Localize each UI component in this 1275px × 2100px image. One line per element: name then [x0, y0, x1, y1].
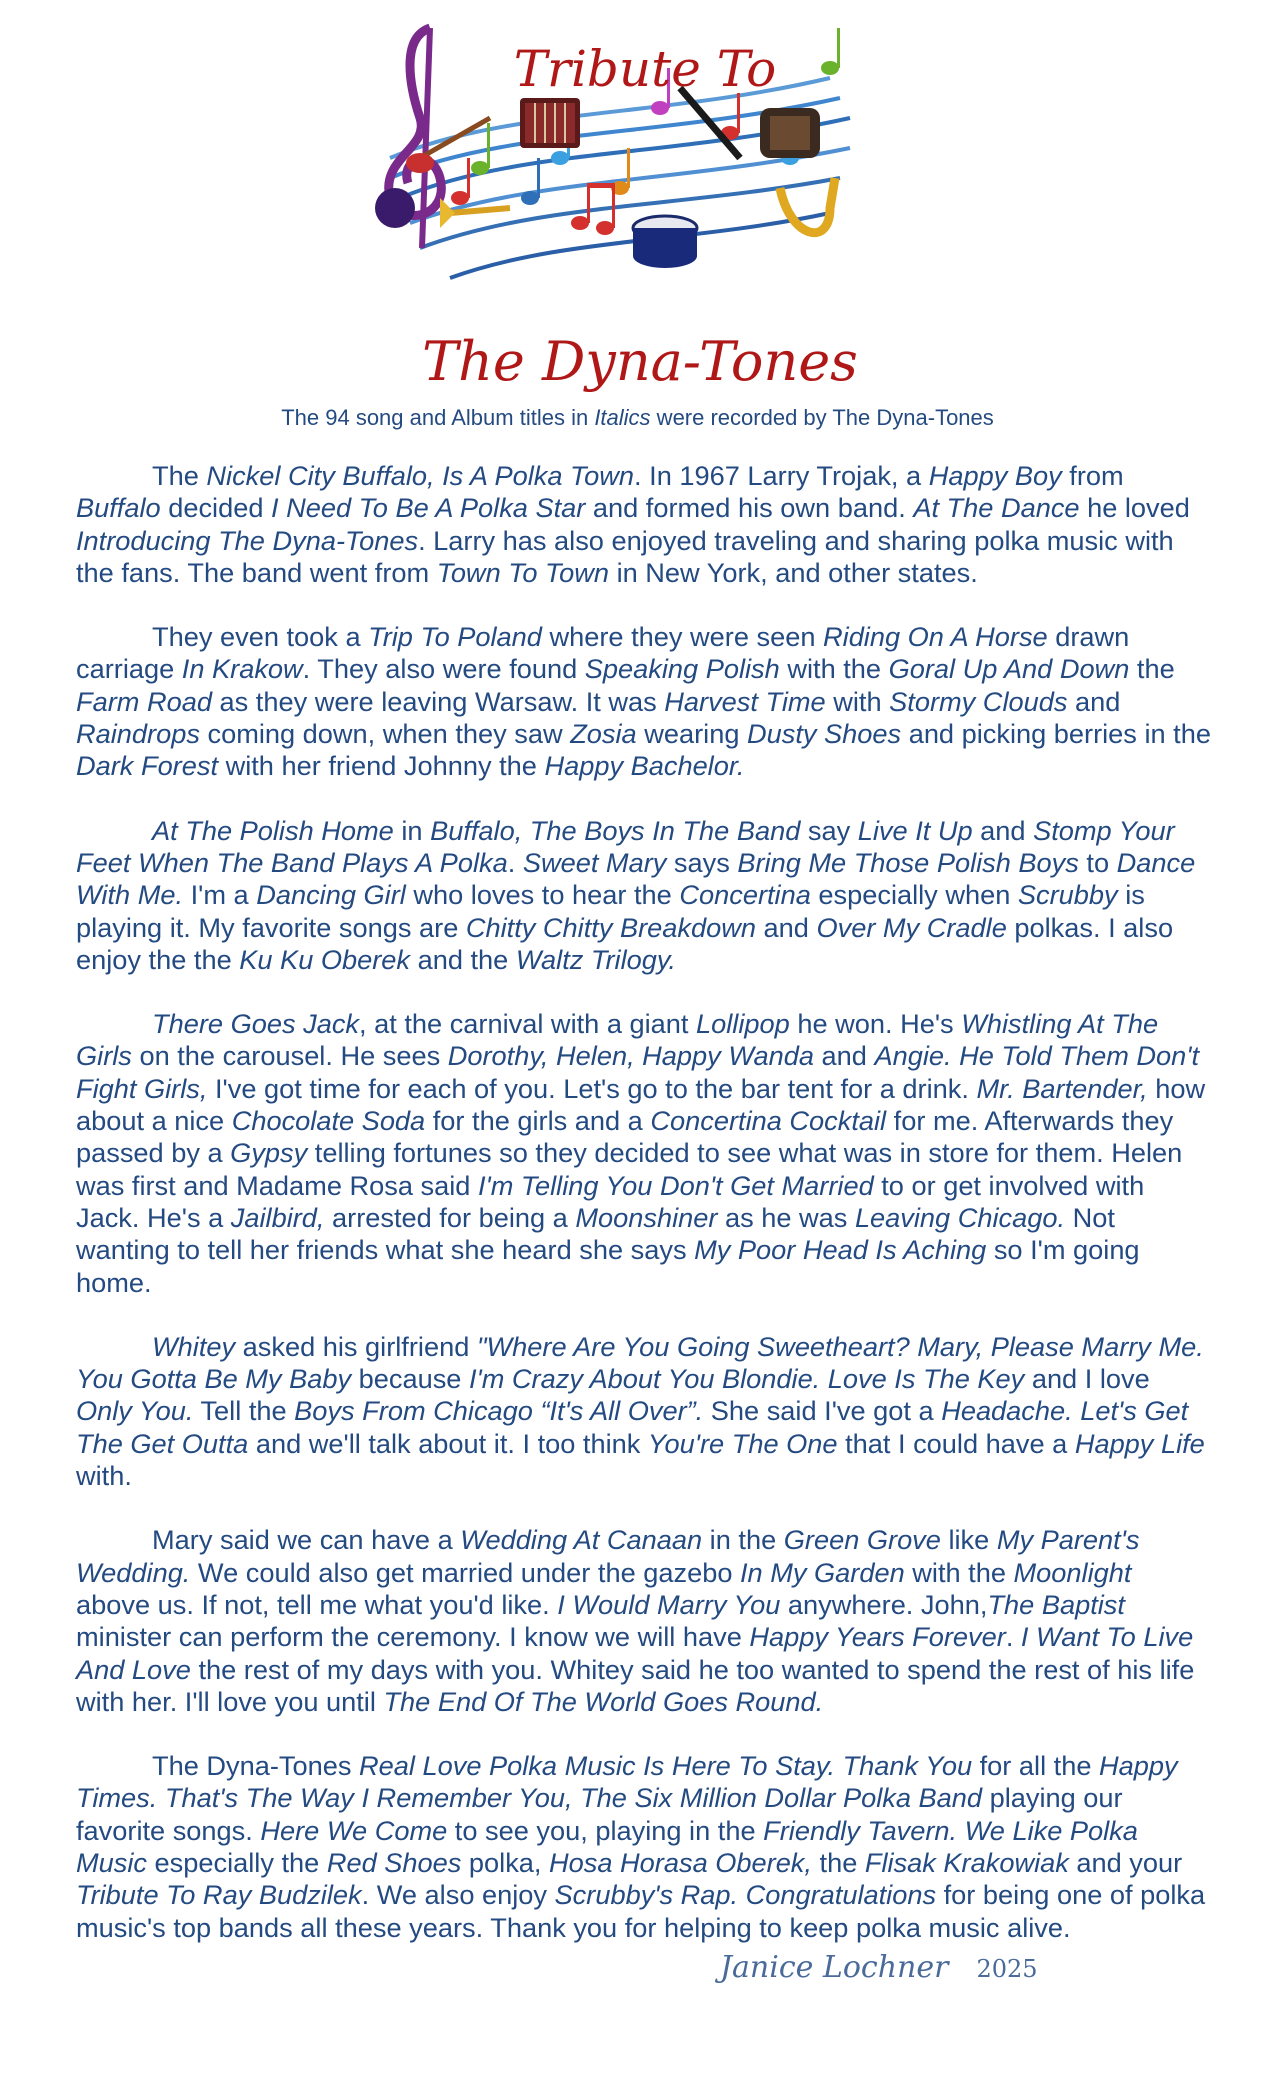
text-run: . They also were found [302, 653, 585, 685]
song-title: The End Of The World Goes Round. [383, 1685, 824, 1717]
text-run: in [393, 814, 431, 846]
text-run: for me. Afterwards they passed by a [76, 1105, 1174, 1169]
text-run: as he was [717, 1201, 855, 1233]
song-title: At The Polish Home [152, 814, 394, 846]
text-run: She said I've got a [703, 1395, 942, 1427]
treble-clef-icon [375, 28, 441, 248]
song-title: Concertina Cocktail [650, 1105, 887, 1137]
text-run: in the [702, 1524, 784, 1556]
text-run: coming down, when they saw [199, 718, 571, 750]
text-run: and I love [1024, 1363, 1150, 1395]
drum-icon [633, 216, 697, 268]
text-run: with the [779, 653, 889, 685]
song-title: Mr. Bartender, [976, 1072, 1148, 1104]
subtitle-italic: Italics [594, 405, 651, 430]
song-title: There Goes Jack [152, 1008, 360, 1040]
text-run: and [756, 911, 817, 943]
signature-year: 2025 [976, 1955, 1038, 1983]
song-title: The Baptist [987, 1588, 1125, 1620]
text-run: say [800, 814, 858, 846]
text-run: and your [1068, 1846, 1183, 1878]
song-title: Dancing Girl [256, 879, 406, 911]
song-title: Speaking Polish [584, 653, 780, 685]
song-title: Congratulations [745, 1879, 937, 1911]
concertina-icon [760, 108, 820, 158]
song-title: Dance With Me. [76, 846, 1196, 911]
song-title: Bring Me Those Polish Boys [737, 846, 1079, 878]
text-run: he won. He's [789, 1008, 962, 1040]
text-run: . In 1967 Larry Trojak, a [634, 460, 929, 491]
text-run: the [811, 1846, 865, 1878]
song-title: Happy Bachelor. [544, 750, 745, 782]
text-run: the [1129, 653, 1175, 685]
song-title: Dorothy, Helen, Happy Wanda [447, 1040, 814, 1072]
text-run: he loved [1079, 492, 1190, 524]
paragraph [76, 1524, 1211, 1718]
text-run: with [825, 685, 890, 717]
song-title: Wedding At Canaan [460, 1524, 703, 1556]
song-title: Stormy Clouds [889, 685, 1068, 717]
text-run: says [666, 846, 738, 878]
song-title: You're The One [647, 1427, 838, 1459]
text-run: They even took a [152, 621, 369, 653]
song-title: Whistling At The Girls [76, 1008, 1159, 1072]
song-title: Boys From Chicago “It's All Over”. [294, 1395, 704, 1427]
text-run: asked his girlfriend [235, 1330, 477, 1362]
song-title: Ku Ku Oberek [239, 943, 411, 975]
signature [720, 1950, 1060, 1985]
song-title: Farm Road [76, 685, 212, 717]
text-run: for all the [972, 1750, 1100, 1782]
song-title: Hosa Horasa Oberek, [549, 1846, 812, 1878]
text-run: drawn carriage [76, 621, 1130, 685]
text-run: and formed his own band. [585, 492, 914, 524]
song-title: At The Dance [913, 492, 1080, 524]
text-run: and we'll talk about it. I too think [248, 1427, 648, 1459]
tribute-logo [360, 8, 920, 398]
text-run: The Dyna-Tones [152, 1750, 360, 1782]
text-run: and [1067, 685, 1121, 717]
song-title: Sweet Mary [522, 846, 667, 878]
accordion-icon [520, 98, 580, 148]
text-run: to [1078, 846, 1117, 878]
song-title: Waltz Trilogy. [515, 943, 676, 975]
text-run: on the carousel. He sees [131, 1040, 448, 1072]
text-run: especially when [810, 879, 1018, 911]
song-title: Dusty Shoes [747, 718, 902, 750]
subtitle [0, 405, 1275, 431]
song-title: Angie. He Told Them Don't Fight Girls, [76, 1040, 1200, 1104]
subtitle-before: The 94 song and Album titles in [281, 405, 595, 430]
song-title: Flisak Krakowiak [864, 1846, 1069, 1878]
text-run: with the [904, 1556, 1014, 1588]
subtitle-after: were recorded by The Dyna-Tones [650, 405, 994, 430]
song-title: Happy Life [1074, 1427, 1205, 1459]
signature-name: Janice Lochner [720, 1950, 949, 1985]
song-title: Headache. Let's Get The Get Outta [76, 1395, 1189, 1459]
text-run: how about a nice [76, 1072, 1206, 1137]
text-run: where they were seen [541, 621, 824, 653]
text-run: the rest of my days with you. Whitey said he too wanted to spend the rest of his life with her. I'll love you until [76, 1653, 1195, 1717]
song-title: Zosia [570, 718, 637, 750]
article-body [76, 460, 1211, 1944]
song-title: Leaving Chicago. [854, 1201, 1066, 1233]
song-title: Jailbird, [230, 1201, 325, 1233]
text-run: above us. If not, tell me what you'd like. [76, 1588, 558, 1620]
song-title: Nickel City Buffalo, Is A Polka Town [206, 460, 635, 491]
song-title: Over My Cradle [816, 911, 1007, 943]
song-title: Lollipop [696, 1008, 790, 1040]
song-title: Tribute To Ray Budzilek [76, 1879, 362, 1911]
text-run: so I'm going home. [76, 1234, 1140, 1298]
paragraph [76, 460, 1211, 589]
song-title: I Want To Live And Love [76, 1621, 1194, 1685]
text-run: Mary said we can have a [152, 1524, 461, 1556]
song-title: Gypsy [230, 1137, 308, 1169]
text-run: polka, [461, 1846, 550, 1878]
song-title: Town To Town [436, 556, 610, 588]
text-run: . [507, 846, 523, 878]
text-run: telling fortunes so they decided to see what was in store for them. Helen was first and Madame Rosa said [76, 1137, 1183, 1201]
song-title: Whitey [152, 1330, 236, 1362]
song-title: Real Love Polka Music Is Here To Stay. Thank You [359, 1750, 973, 1782]
song-title: Buffalo, The Boys In The Band [430, 814, 801, 846]
text-run: Not wanting to tell her friends what she heard she says [76, 1201, 1115, 1266]
paragraph [76, 621, 1211, 782]
song-title: Harvest Time [664, 685, 826, 717]
song-title: Chitty Chitty Breakdown [465, 911, 756, 943]
text-run: I'm a [183, 879, 257, 911]
song-title: Dark Forest [76, 750, 219, 782]
song-title: Here We Come [260, 1814, 448, 1846]
text-run: especially the [147, 1846, 327, 1878]
song-title: Trip To Poland [368, 621, 542, 653]
text-run: We could also get married under the gazebo [190, 1556, 740, 1588]
text-run: like [940, 1524, 997, 1556]
song-title: My Poor Head Is Aching [694, 1234, 987, 1266]
text-run: anywhere. John, [780, 1588, 988, 1620]
text-run: in New York, and other states. [609, 556, 978, 588]
song-title: I'm Telling You Don't Get Married [477, 1169, 874, 1201]
logo-title-bottom: The Dyna-Tones [422, 330, 858, 393]
text-run: and picking berries in the [901, 718, 1211, 750]
logo-title-top: Tribute To [513, 40, 777, 98]
text-run: . [1005, 1621, 1021, 1653]
text-run: for the girls and a [425, 1105, 651, 1137]
song-title: I Need To Be A Polka Star [271, 492, 586, 524]
song-title: Moonlight [1013, 1556, 1132, 1588]
song-title: Scrubby [1017, 879, 1118, 911]
text-run: wearing [636, 718, 747, 750]
song-title: "Where Are You Going Sweetheart? Mary, Please Marry Me. You Gotta Be My Baby [76, 1330, 1204, 1395]
song-title: Happy Boy [928, 460, 1062, 491]
song-title: Happy Years Forever [749, 1621, 1006, 1653]
text-run: , at the carnival with a giant [359, 1008, 697, 1040]
paragraph [76, 1331, 1211, 1492]
text-run: . We also enjoy [361, 1879, 555, 1911]
text-run: as they were leaving Warsaw. It was [211, 685, 665, 717]
song-title: Green Grove [783, 1524, 941, 1556]
text-run: from [1061, 460, 1124, 491]
song-title: My Parent's Wedding. [76, 1524, 1140, 1588]
song-title: In My Garden [740, 1556, 905, 1588]
text-run: to see you, playing in the [447, 1814, 764, 1846]
text-run: and [972, 814, 1034, 846]
song-title: I Would Marry You [557, 1588, 781, 1620]
text-run: to or get involved with Jack. He's a [76, 1169, 1145, 1233]
song-title: Only You. [76, 1395, 194, 1427]
text-run: decided [160, 492, 271, 524]
song-title: Riding On A Horse [823, 621, 1048, 653]
paragraph [76, 1750, 1211, 1944]
text-run: Tell the [193, 1395, 295, 1427]
song-title: Red Shoes [326, 1846, 462, 1878]
text-run: that I could have a [837, 1427, 1075, 1459]
text-run: I've got time for each of you. Let's go to the bar tent for a drink. [207, 1072, 977, 1104]
song-title: Live It Up [857, 814, 973, 846]
text-run: for being one of polka music's top bands all these years. Thank you for helping to keep polka music alive. [76, 1879, 1206, 1943]
song-title: Raindrops [76, 718, 200, 750]
song-title: Chocolate Soda [231, 1105, 426, 1137]
text-run: arrested for being a [324, 1201, 576, 1233]
song-title: Scrubby's Rap. [554, 1879, 739, 1911]
text-run: with. [76, 1460, 132, 1492]
text-run: . Larry has also enjoyed traveling and sharing polka music with the fans. The band went from [76, 524, 1174, 588]
text-run: playing our favorite songs. [76, 1782, 1123, 1846]
song-title: Concertina [679, 879, 811, 911]
text-run [738, 1879, 746, 1910]
song-title: Goral Up And Down [888, 653, 1130, 685]
text-run: who loves to hear the [405, 879, 680, 911]
text-run: polkas. I also enjoy the the [76, 911, 1174, 975]
song-title: Stomp Your Feet When The Band Plays A Polka [76, 814, 1175, 878]
text-run: and the [410, 943, 516, 975]
song-title: Moonshiner [575, 1201, 718, 1233]
song-title: I'm Crazy About You Blondie. Love Is The Key [468, 1363, 1025, 1395]
text-run: minister can perform the ceremony. I know we will have [76, 1621, 750, 1653]
text-run: The [152, 460, 207, 491]
text-run: with her friend Johnny the [218, 750, 545, 782]
text-run: because [351, 1363, 469, 1395]
paragraph [76, 1008, 1211, 1299]
song-title: Friendly Tavern. We Like Polka Music [76, 1814, 1138, 1878]
text-run: is playing it. My favorite songs are [76, 879, 1145, 943]
song-title: In Krakow [181, 653, 303, 685]
song-title: Happy Times. That's The Way I Remember You, The Six Million Dollar Polka Band [76, 1750, 1178, 1814]
paragraph [76, 815, 1211, 976]
text-run: and [813, 1040, 875, 1072]
song-title: Introducing The Dyna-Tones [76, 524, 419, 556]
song-title: Buffalo [76, 492, 161, 524]
